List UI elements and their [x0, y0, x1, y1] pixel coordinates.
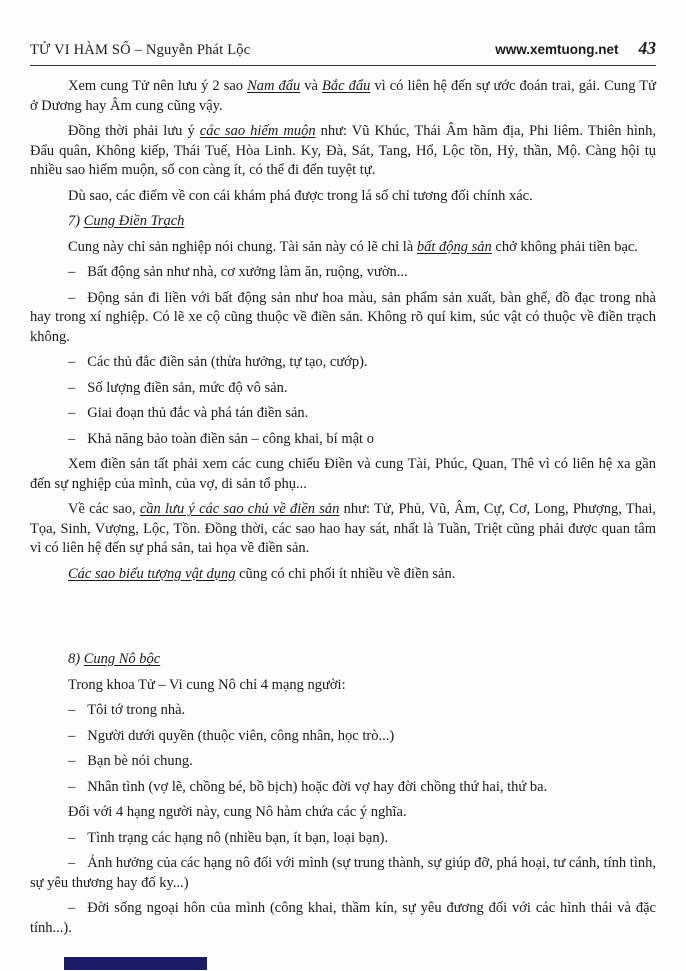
text-segment: Đời sống ngoại hôn của mình (công khai, thầm kín, sự yêu đương đối với các hình thái và đặc tính...). [30, 900, 656, 936]
paragraph [30, 565, 656, 585]
bullet-dash: – [68, 753, 76, 769]
bullet-item [30, 404, 656, 424]
bullet-item [30, 854, 656, 893]
text-segment: Trong khoa Tử – Vi cung Nô chỉ 4 mạng người: [68, 676, 346, 693]
bullet-dash: – [68, 379, 76, 396]
text-segment: Cung Điền Trạch [83, 213, 185, 229]
paragraph [30, 455, 656, 494]
bullet-item [30, 727, 656, 747]
bullet-item [30, 379, 656, 399]
bullet-dash: – [68, 855, 76, 871]
paragraph [30, 238, 656, 258]
text-segment: Các sao biểu tượng vật dụng [68, 565, 236, 582]
bullet-dash: – [68, 289, 76, 306]
paragraph [30, 803, 656, 823]
text-segment: Giai đoạn thủ đắc và phá tán điền sản. [87, 405, 309, 421]
bullet-item [30, 353, 656, 373]
text-segment: Xem điền sản tất phải xem các cung chiếu Điền và cung Tài, Phúc, Quan, Thê vì có liên hệ xa gần đến sự nghiệp của mình, của vợ, di sản tổ phụ... [30, 456, 656, 492]
text-segment: bất động sản [416, 238, 492, 255]
bullet-dash: – [68, 264, 76, 280]
text-segment: Người dưới quyền (thuộc viên, công nhân, học trò...) [87, 727, 395, 744]
bullet-item [30, 778, 656, 798]
bullet-dash: – [68, 829, 76, 846]
document-body [30, 77, 656, 938]
text-segment: Cung Nô bộc [83, 651, 161, 667]
paragraph [30, 77, 656, 116]
bullet-dash: – [68, 778, 76, 795]
text-segment: như: Tử, Phủ, Vũ, Âm, Cự, Cơ, Long, Phượng, Thai, Tọa, Sinh, Vượng, Lộc, Tồn. Đồng thời, các sao hao hay sát, nhất là Tuần, Triệt cũng phải được quan tâm vì có liên hệ đến sự phá sản, tai họa về điền sản. [30, 501, 656, 556]
bullet-dash: – [68, 430, 76, 447]
bullet-item [30, 701, 656, 721]
text-segment: Dù sao, các điểm về con cái khám phá được trong lá số chỉ tương đối chính xác. [68, 187, 533, 204]
bullet-dash: – [68, 727, 76, 744]
text-segment: Về các sao, [68, 501, 140, 517]
text-segment: Tình trạng các hạng nô (nhiều bạn, ít bạn, loại bạn). [87, 829, 389, 846]
text-segment: Nam đẩu [247, 78, 301, 94]
bullet-item [30, 752, 656, 772]
bottom-highlight-bar [64, 957, 207, 970]
bullet-dash: – [68, 405, 76, 421]
bullet-item [30, 263, 656, 283]
section-heading-7 [30, 212, 656, 232]
text-segment: chở không phải tiền bạc. [491, 238, 638, 255]
text-segment: Khả năng bảo toàn điền sản – công khai, bí mật o [87, 430, 374, 447]
text-segment: Các thủ đắc điền sản (thừa hưởng, tự tạo, cướp). [87, 354, 368, 370]
bullet-item [30, 899, 656, 938]
text-segment: Cung này chỉ sản nghiệp nói chung. Tài sản này có lẽ chỉ là [68, 238, 417, 255]
text-segment: Số lượng điền sản, mức độ vô sản. [87, 379, 288, 396]
text-segment: Xem cung Tử nên lưu ý 2 sao [68, 78, 248, 94]
paragraph [30, 187, 656, 207]
text-segment: Ảnh hưởng của các hạng nô đối với mình (sự trung thành, sự giúp đỡ, phá hoại, tư cánh, tính tình, sự yêu thương hay đố ky...) [30, 855, 656, 891]
website-text: www.xemtuong.net [495, 42, 619, 57]
text-segment: 7) [68, 213, 84, 229]
book-title: TỬ VI HÀM SỐ – Nguyễn Phát Lộc [30, 42, 251, 58]
text-segment: Động sản đi liền với bất động sản như hoa màu, sản phẩm sản xuất, bàn ghế, đồ đạc trong nhà hay trong xí nghiệp. Có lẽ xe cộ cũng thuộc về điền sản. Không rõ quí kim, súc vật có thuộc về điền trạch không. [30, 289, 656, 345]
bullet-item [30, 430, 656, 450]
paragraph [30, 500, 656, 559]
text-segment: Nhân tình (vợ lẽ, chồng bé, bồ bịch) hoặc đời vợ hay đời chồng thứ hai, thứ ba. [87, 778, 548, 795]
text-segment: 8) [68, 651, 84, 667]
paragraph [30, 676, 656, 696]
header-rule [30, 65, 656, 66]
text-segment: như: Vũ Khúc, Thái Âm hãm địa, Phi liêm. Thiên hình, Đẩu quân, Không kiếp, Thái Tuế, Hòa Linh. Ky, Đà, Sát, Tang, Hổ, Lộc tồn, Hỷ, thần, Mộ. Càng hội tụ nhiều sao hiếm muộn, số con càng ít, có thể đi đến tuyệt tự. [30, 123, 656, 178]
page-header [30, 38, 656, 66]
text-segment: Đồng thời phải lưu ý [68, 123, 200, 139]
text-segment: các sao hiếm muộn [199, 123, 316, 139]
text-segment: vì có liên hệ đến sự ước đoán trai, gái. Cung Tử ở Dương hay Âm cung cũng vậy. [30, 78, 657, 114]
text-segment: Đối với 4 hạng người này, cung Nô hàm chứa các ý nghĩa. [68, 804, 407, 820]
page-number: 43 [638, 38, 656, 58]
bullet-dash: – [68, 900, 76, 916]
bullet-dash: – [68, 354, 76, 370]
text-segment: Bạn bè nói chung. [87, 753, 193, 769]
bullet-dash: – [68, 702, 76, 718]
text-segment: Tôi tớ trong nhà. [87, 702, 186, 718]
text-segment: Bất động sản như nhà, cơ xưởng làm ăn, ruộng, vườn... [87, 264, 408, 280]
text-segment: và [300, 78, 323, 94]
text-segment: cần lưu ý các sao chủ về điền sản [139, 501, 340, 517]
bullet-item [30, 829, 656, 849]
text-segment: Bắc đẩu [322, 78, 371, 94]
bullet-item [30, 289, 656, 348]
paragraph [30, 122, 656, 181]
text-segment: cũng có chi phối ít nhiều về điền sản. [235, 565, 456, 582]
section-heading-8 [30, 650, 656, 670]
